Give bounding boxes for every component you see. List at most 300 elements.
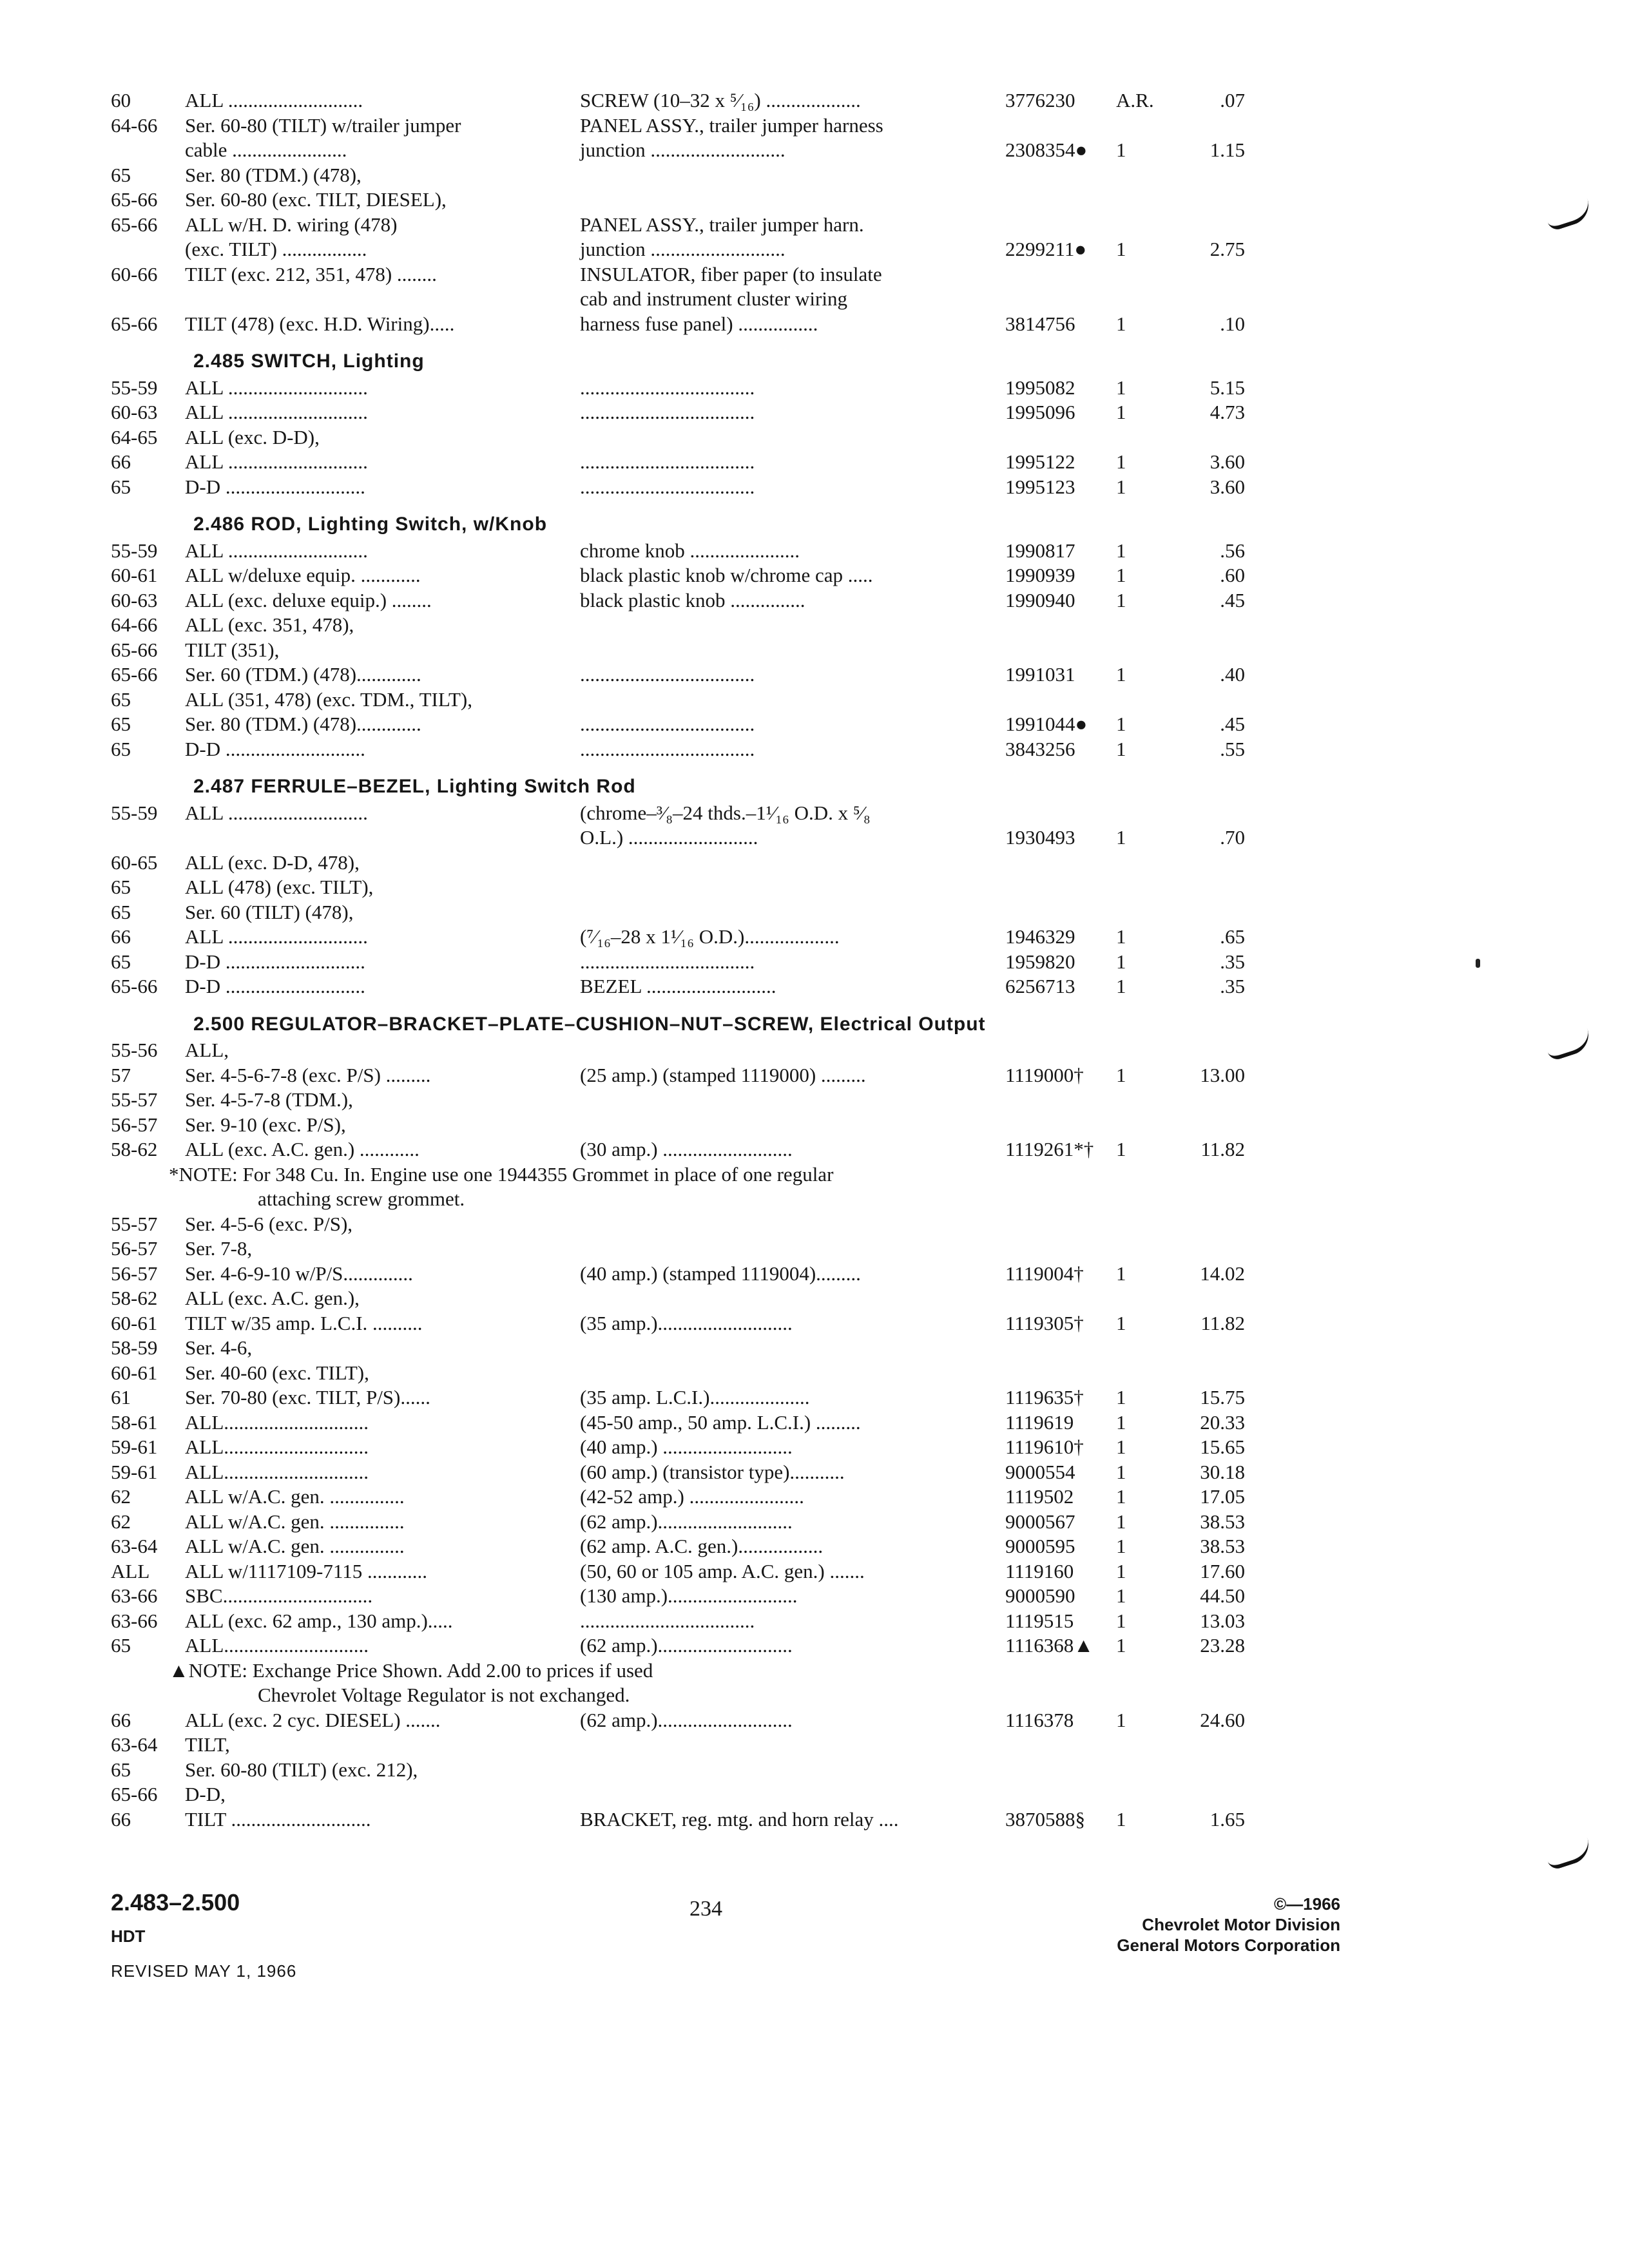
description: (60 amp.) (transistor type)...........: [580, 1461, 845, 1483]
application: Ser. 60-80 (TILT) (exc. 212),: [185, 1758, 418, 1781]
part-number: 1995123: [1005, 476, 1075, 498]
description: (25 amp.) (stamped 1119000) .........: [580, 1064, 866, 1086]
description: ...................................: [580, 663, 755, 686]
price: .65: [1220, 925, 1245, 948]
parts-row: [111, 1211, 1245, 1237]
description: black plastic knob w/chrome cap .....: [580, 564, 873, 586]
model-years: 60-63: [111, 589, 158, 611]
part-number: 1995082: [1005, 376, 1075, 399]
part-number: 3776230: [1005, 89, 1075, 111]
application: ALL w/A.C. gen. ...............: [185, 1535, 405, 1557]
description: (40 amp.) (stamped 1119004).........: [580, 1262, 861, 1285]
model-years: ALL: [111, 1560, 150, 1582]
application: ALL.............................: [185, 1461, 369, 1483]
application: ALL.............................: [185, 1436, 369, 1458]
parts-row: [111, 1112, 1245, 1138]
footer-section-range: 2.483–2.500: [111, 1889, 240, 1916]
price: 3.60: [1210, 450, 1245, 473]
application: TILT ............................: [185, 1808, 371, 1831]
price: 1.65: [1210, 1808, 1245, 1831]
parts-row: [111, 1732, 1245, 1758]
parts-row: [111, 1782, 1245, 1807]
description: ...................................: [580, 1610, 755, 1632]
price: .40: [1220, 663, 1245, 686]
part-number: 1959820: [1005, 950, 1075, 973]
quantity: 1: [1116, 1262, 1126, 1285]
parts-row: [111, 311, 1245, 337]
price: 13.00: [1200, 1064, 1245, 1086]
model-years: 60: [111, 89, 131, 111]
parts-row: [111, 1087, 1245, 1113]
parts-row: [111, 137, 1245, 163]
description: harness fuse panel) ................: [580, 312, 818, 335]
model-years: 65: [111, 688, 131, 711]
footer-corporation: General Motors Corporation: [1117, 1936, 1340, 1955]
quantity: 1: [1116, 1560, 1126, 1582]
description: ...................................: [580, 476, 755, 498]
part-number: 1990817: [1005, 539, 1075, 562]
part-number: 2299211●: [1005, 238, 1087, 260]
part-number: 1119515: [1005, 1610, 1074, 1632]
price: 23.28: [1200, 1634, 1245, 1657]
description: ...................................: [580, 738, 755, 760]
model-years: 65: [111, 901, 131, 923]
parts-row: [111, 212, 1245, 238]
part-number: 1119305†: [1005, 1312, 1084, 1334]
part-number: 9000590: [1005, 1584, 1075, 1607]
model-years: 66: [111, 925, 131, 948]
model-years: 59-61: [111, 1461, 158, 1483]
part-number: 1990939: [1005, 564, 1075, 586]
description: (⁷⁄₁₆–28 x 1¹⁄₁₆ O.D.)...................: [580, 925, 840, 948]
description: (62 amp.)...........................: [580, 1510, 793, 1533]
price: 17.60: [1200, 1560, 1245, 1582]
model-years: 65-66: [111, 975, 158, 997]
model-years: 58-62: [111, 1138, 158, 1160]
parts-row: [111, 1459, 1245, 1485]
model-years: 66: [111, 1808, 131, 1831]
footer-division: Chevrolet Motor Division: [1142, 1915, 1340, 1934]
application: Ser. 4-5-7-8 (TDM.),: [185, 1088, 353, 1111]
part-number: 9000595: [1005, 1535, 1075, 1557]
part-number: 3814756: [1005, 312, 1075, 335]
model-years: 65-66: [111, 639, 158, 661]
description: (50, 60 or 105 amp. A.C. gen.) .......: [580, 1560, 865, 1582]
parts-row: [111, 562, 1245, 588]
model-years: 65-66: [111, 213, 158, 236]
model-years: 66: [111, 450, 131, 473]
quantity: 1: [1116, 1584, 1126, 1607]
application: Ser. 9-10 (exc. P/S),: [185, 1113, 346, 1136]
description: (30 amp.) ..........................: [580, 1138, 793, 1160]
quantity: 1: [1116, 1808, 1126, 1831]
application: Ser. 4-5-6-7-8 (exc. P/S) .........: [185, 1064, 431, 1086]
quantity: 1: [1116, 1535, 1126, 1557]
section-heading: 2.485 SWITCH, Lighting: [193, 351, 425, 372]
footer-copyright: ©—1966: [1274, 1894, 1340, 1914]
description: PANEL ASSY., trailer jumper harness: [580, 114, 883, 137]
application: SBC..............................: [185, 1584, 373, 1607]
parts-row: [111, 1608, 1245, 1634]
model-years: 55-59: [111, 802, 158, 824]
description: ...................................: [580, 401, 755, 423]
parts-row: [111, 612, 1245, 638]
parts-row: [111, 874, 1245, 900]
model-years: 65-66: [111, 663, 158, 686]
parts-row: [111, 88, 1245, 113]
price: 2.75: [1210, 238, 1245, 260]
binding-mark: [1545, 198, 1594, 232]
description: junction ...........................: [580, 238, 786, 260]
price: .35: [1220, 950, 1245, 973]
model-years: 63-66: [111, 1584, 158, 1607]
parts-row: [111, 974, 1245, 999]
price: 1.15: [1210, 139, 1245, 161]
quantity: 1: [1116, 1312, 1126, 1334]
part-number: 6256713: [1005, 975, 1075, 997]
application: ALL,: [185, 1039, 229, 1061]
model-years: 65: [111, 738, 131, 760]
model-years: 55-57: [111, 1088, 158, 1111]
price: 17.05: [1200, 1485, 1245, 1508]
parts-row: [111, 1062, 1245, 1088]
model-years: 58-59: [111, 1336, 158, 1359]
application: ALL (exc. D-D),: [185, 426, 320, 448]
price: 11.82: [1200, 1138, 1245, 1160]
model-years: 59-61: [111, 1436, 158, 1458]
model-years: 65: [111, 876, 131, 898]
part-number: 3870588§: [1005, 1808, 1085, 1831]
application: ALL ............................: [185, 925, 368, 948]
parts-row: [111, 1757, 1245, 1783]
description: ...................................: [580, 713, 755, 735]
application: ALL (exc. 2 cyc. DIESEL) .......: [185, 1709, 441, 1731]
parts-row: [111, 825, 1245, 850]
parts-row: [111, 1311, 1245, 1336]
part-number: 3843256: [1005, 738, 1075, 760]
application: Ser. 4-5-6 (exc. P/S),: [185, 1213, 353, 1235]
quantity: 1: [1116, 925, 1126, 948]
model-years: 60-61: [111, 564, 158, 586]
application: cable .......................: [185, 139, 347, 161]
model-years: 60-66: [111, 263, 158, 285]
parts-row: [111, 187, 1245, 213]
quantity: 1: [1116, 1386, 1126, 1408]
quantity: 1: [1116, 1709, 1126, 1731]
application: Ser. 4-6-9-10 w/P/S..............: [185, 1262, 413, 1285]
application: Ser. 4-6,: [185, 1336, 253, 1359]
footnote-line: ▲NOTE: Exchange Price Shown. Add 2.00 to prices if used: [169, 1659, 653, 1682]
quantity: 1: [1116, 826, 1126, 849]
application: Ser. 70-80 (exc. TILT, P/S)......: [185, 1386, 430, 1408]
quantity: 1: [1116, 539, 1126, 562]
part-number: 1119610†: [1005, 1436, 1084, 1458]
model-years: 65: [111, 1634, 131, 1657]
model-years: 65: [111, 164, 131, 186]
parts-row: [111, 637, 1245, 663]
parts-row: [111, 1559, 1245, 1584]
parts-row: [111, 850, 1245, 876]
parts-row: [111, 1261, 1245, 1287]
binding-mark: [1545, 1838, 1594, 1871]
application: ALL.............................: [185, 1634, 369, 1657]
model-years: 64-66: [111, 613, 158, 636]
part-number: 1991031: [1005, 663, 1075, 686]
model-years: 60-65: [111, 851, 158, 874]
parts-row: [111, 262, 1245, 287]
part-number: 1119619: [1005, 1411, 1074, 1434]
footnote-line: *NOTE: For 348 Cu. In. Engine use one 1944355 Grommet in place of one regular: [169, 1163, 834, 1186]
quantity: 1: [1116, 450, 1126, 473]
quantity: 1: [1116, 238, 1126, 260]
price: 11.82: [1200, 1312, 1245, 1334]
quantity: 1: [1116, 589, 1126, 611]
parts-row: [111, 449, 1245, 475]
description: (40 amp.) ..........................: [580, 1436, 793, 1458]
model-years: 66: [111, 1709, 131, 1731]
parts-row: [111, 236, 1245, 262]
application: ALL w/1117109-7115 ............: [185, 1560, 427, 1582]
application: ALL (351, 478) (exc. TDM., TILT),: [185, 688, 472, 711]
part-number: 1116368▲: [1005, 1634, 1094, 1657]
part-number: 1119000†: [1005, 1064, 1084, 1086]
application: Ser. 80 (TDM.) (478),: [185, 164, 361, 186]
part-number: 1119635†: [1005, 1386, 1084, 1408]
quantity: 1: [1116, 738, 1126, 760]
description: BRACKET, reg. mtg. and horn relay ....: [580, 1808, 899, 1831]
quantity: A.R.: [1116, 89, 1154, 111]
price: 5.15: [1210, 376, 1245, 399]
part-number: 1119160: [1005, 1560, 1074, 1582]
quantity: 1: [1116, 1610, 1126, 1632]
part-number: 1119004†: [1005, 1262, 1084, 1285]
part-number: 1991044●: [1005, 713, 1088, 735]
model-years: 56-57: [111, 1262, 158, 1285]
model-years: 60-61: [111, 1361, 158, 1384]
model-years: 55-56: [111, 1039, 158, 1061]
parts-row: [111, 924, 1245, 950]
model-years: 64-66: [111, 114, 158, 137]
model-years: 65-66: [111, 312, 158, 335]
price: 20.33: [1200, 1411, 1245, 1434]
price: .45: [1220, 713, 1245, 735]
quantity: 1: [1116, 312, 1126, 335]
parts-row: [111, 375, 1245, 401]
price: 13.03: [1200, 1610, 1245, 1632]
part-number: 1116378: [1005, 1709, 1074, 1731]
parts-row: [111, 1236, 1245, 1262]
description: (62 amp.)...........................: [580, 1634, 793, 1657]
application: Ser. 60-80 (TILT) w/trailer jumper: [185, 114, 461, 137]
application: Ser. 80 (TDM.) (478).............: [185, 713, 421, 735]
application: ALL w/A.C. gen. ...............: [185, 1510, 405, 1533]
model-years: 56-57: [111, 1113, 158, 1136]
application: ALL (478) (exc. TILT),: [185, 876, 374, 898]
quantity: 1: [1116, 950, 1126, 973]
application: Ser. 60-80 (exc. TILT, DIESEL),: [185, 188, 447, 211]
parts-row: [111, 1434, 1245, 1460]
model-years: 61: [111, 1386, 131, 1408]
parts-row: [111, 1360, 1245, 1386]
parts-row: [111, 425, 1245, 450]
description: (62 amp.)...........................: [580, 1709, 793, 1731]
model-years: 56-57: [111, 1237, 158, 1260]
price: .55: [1220, 738, 1245, 760]
price: 14.02: [1200, 1262, 1245, 1285]
parts-row: [111, 538, 1245, 564]
application: Ser. 60 (TDM.) (478).............: [185, 663, 421, 686]
part-number: 1119261*†: [1005, 1138, 1094, 1160]
footer-series: HDT: [111, 1927, 146, 1946]
part-number: 1995096: [1005, 401, 1075, 423]
application: ALL ............................: [185, 401, 368, 423]
model-years: 65: [111, 713, 131, 735]
application: Ser. 40-60 (exc. TILT),: [185, 1361, 369, 1384]
part-number: 1995122: [1005, 450, 1075, 473]
parts-row: [111, 286, 1245, 312]
model-years: 63-66: [111, 1610, 158, 1632]
application: TILT (351),: [185, 639, 280, 661]
application: Ser. 60 (TILT) (478),: [185, 901, 354, 923]
price: 44.50: [1200, 1584, 1245, 1607]
model-years: 63-64: [111, 1535, 158, 1557]
parts-row: [111, 1633, 1245, 1658]
description: ...................................: [580, 376, 755, 399]
quantity: 1: [1116, 1485, 1126, 1508]
description: (62 amp. A.C. gen.).................: [580, 1535, 824, 1557]
model-years: 55-59: [111, 539, 158, 562]
parts-row: [111, 474, 1245, 500]
parts-row: [111, 949, 1245, 975]
model-years: 65: [111, 476, 131, 498]
description: junction ...........................: [580, 139, 786, 161]
application: TILT (478) (exc. H.D. Wiring).....: [185, 312, 455, 335]
application: ALL w/A.C. gen. ...............: [185, 1485, 405, 1508]
application: ALL (exc. 351, 478),: [185, 613, 354, 636]
price: .10: [1220, 312, 1245, 335]
description: (chrome–³⁄₈–24 thds.–1¹⁄₁₆ O.D. x ⁵⁄₈: [580, 802, 871, 824]
application: ALL w/H. D. wiring (478): [185, 213, 398, 236]
section-heading: 2.500 REGULATOR–BRACKET–PLATE–CUSHION–NUT–SCREW, Electrical Output: [193, 1014, 986, 1035]
application: ALL.............................: [185, 1411, 369, 1434]
part-number: 9000567: [1005, 1510, 1075, 1533]
quantity: 1: [1116, 401, 1126, 423]
part-number: 9000554: [1005, 1461, 1075, 1483]
parts-row: [111, 399, 1245, 425]
price: .35: [1220, 975, 1245, 997]
parts-row: [111, 800, 1245, 826]
model-years: 65-66: [111, 188, 158, 211]
part-number: 2308354●: [1005, 139, 1088, 161]
section-heading: 2.486 ROD, Lighting Switch, w/Knob: [193, 514, 548, 535]
description: BEZEL ..........................: [580, 975, 776, 997]
model-years: 55-57: [111, 1213, 158, 1235]
price: 30.18: [1200, 1461, 1245, 1483]
application: Ser. 7-8,: [185, 1237, 253, 1260]
application: D-D ............................: [185, 975, 365, 997]
application: ALL ............................: [185, 376, 368, 399]
description: ...................................: [580, 950, 755, 973]
description: ...................................: [580, 450, 755, 473]
description: black plastic knob ...............: [580, 589, 805, 611]
price: 15.65: [1200, 1436, 1245, 1458]
model-years: 65: [111, 950, 131, 973]
application: (exc. TILT) .................: [185, 238, 367, 260]
quantity: 1: [1116, 975, 1126, 997]
footnote-line: Chevrolet Voltage Regulator is not exchanged.: [258, 1684, 630, 1706]
footer-revised: REVISED MAY 1, 1966: [111, 1961, 297, 1981]
description: (42-52 amp.) .......................: [580, 1485, 804, 1508]
quantity: 1: [1116, 1510, 1126, 1533]
parts-row: [111, 1037, 1245, 1063]
model-years: 60-61: [111, 1312, 158, 1334]
footer-page-number: 234: [689, 1897, 722, 1921]
speck: [1476, 959, 1480, 968]
parts-row: [111, 662, 1245, 687]
application: ALL ............................: [185, 802, 368, 824]
model-years: 62: [111, 1510, 131, 1533]
price: .70: [1220, 826, 1245, 849]
quantity: 1: [1116, 1411, 1126, 1434]
parts-row: [111, 162, 1245, 188]
parts-row: [111, 736, 1245, 762]
binding-mark: [1545, 1028, 1594, 1062]
price: .45: [1220, 589, 1245, 611]
part-number: 1946329: [1005, 925, 1075, 948]
application: TILT w/35 amp. L.C.I. ..........: [185, 1312, 423, 1334]
description: INSULATOR, fiber paper (to insulate: [580, 263, 882, 285]
parts-row: [111, 1583, 1245, 1609]
application: ALL (exc. deluxe equip.) ........: [185, 589, 432, 611]
parts-row: [111, 711, 1245, 737]
price: 38.53: [1200, 1535, 1245, 1557]
price: 38.53: [1200, 1510, 1245, 1533]
application: D-D ............................: [185, 738, 365, 760]
part-number: 1930493: [1005, 826, 1075, 849]
description: (45-50 amp., 50 amp. L.C.I.) .........: [580, 1411, 861, 1434]
parts-row: [111, 1707, 1245, 1733]
model-years: 64-65: [111, 426, 158, 448]
description: PANEL ASSY., trailer jumper harn.: [580, 213, 864, 236]
parts-row: [111, 1509, 1245, 1535]
quantity: 1: [1116, 376, 1126, 399]
description: cab and instrument cluster wiring: [580, 287, 847, 310]
description: (130 amp.)..........................: [580, 1584, 798, 1607]
model-years: 55-59: [111, 376, 158, 399]
parts-row: [111, 1484, 1245, 1510]
quantity: 1: [1116, 1634, 1126, 1657]
model-years: 58-62: [111, 1287, 158, 1309]
model-years: 57: [111, 1064, 131, 1086]
quantity: 1: [1116, 1064, 1126, 1086]
section-heading: 2.487 FERRULE–BEZEL, Lighting Switch Rod: [193, 776, 636, 797]
application: D-D ............................: [185, 476, 365, 498]
model-years: 63-64: [111, 1733, 158, 1756]
application: ALL (exc. A.C. gen.),: [185, 1287, 360, 1309]
description: (35 amp.)...........................: [580, 1312, 793, 1334]
application: ALL (exc. 62 amp., 130 amp.).....: [185, 1610, 453, 1632]
price: .60: [1220, 564, 1245, 586]
model-years: 65-66: [111, 1783, 158, 1805]
footnote-line: attaching screw grommet.: [258, 1187, 465, 1210]
quantity: 1: [1116, 1461, 1126, 1483]
parts-row: [111, 1533, 1245, 1559]
parts-row: [111, 1335, 1245, 1361]
quantity: 1: [1116, 663, 1126, 686]
parts-row: [111, 899, 1245, 925]
parts-row: [111, 1137, 1245, 1162]
application: ALL ............................: [185, 539, 368, 562]
